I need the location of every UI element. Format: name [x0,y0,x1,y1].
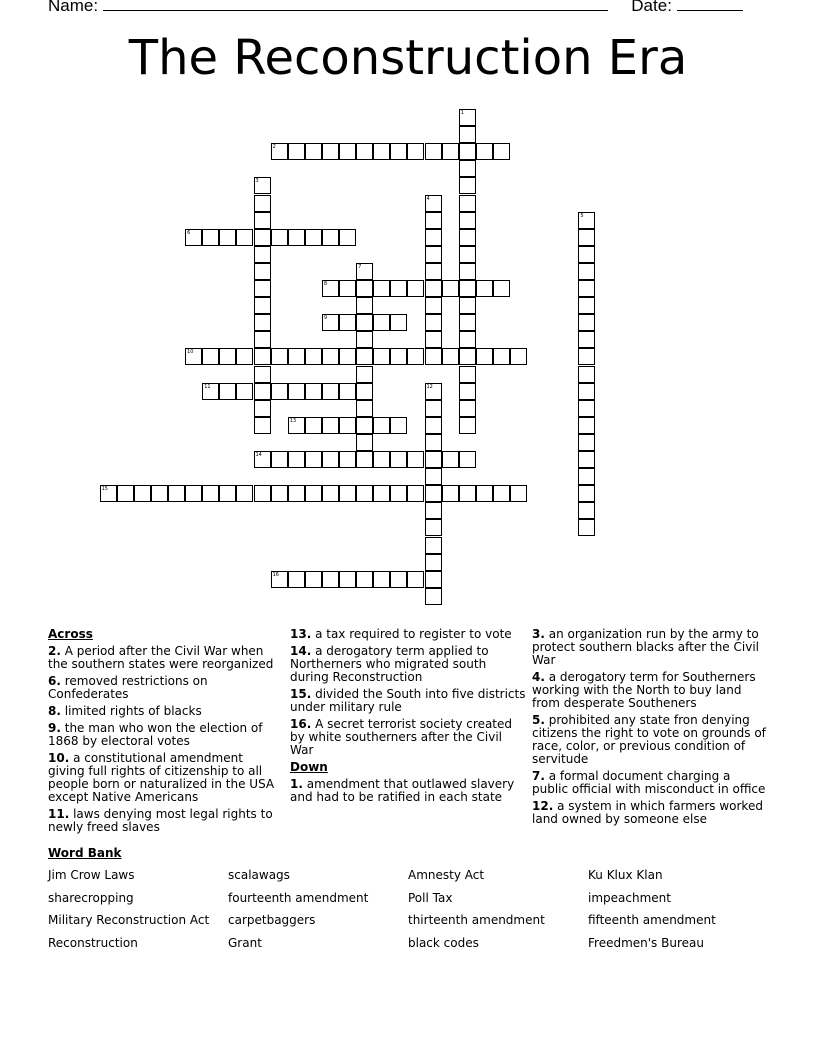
cell-number: 4 [426,195,430,202]
crossword-cell[interactable] [219,348,236,365]
crossword-cell[interactable] [578,451,595,468]
clue-number: 8. [48,704,61,718]
crossword-cell[interactable] [425,502,442,519]
clue-text: divided the South into five districts under military rule [290,687,526,714]
crossword-cell[interactable] [271,229,288,246]
crossword-cell[interactable] [425,468,442,485]
crossword-cell[interactable] [578,383,595,400]
crossword-cell[interactable] [100,485,117,502]
crossword-cell[interactable] [305,417,322,434]
crossword-cell[interactable] [459,160,476,177]
clue-item [532,671,770,710]
crossword-cell[interactable] [459,348,476,365]
crossword-cell[interactable] [322,451,339,468]
crossword-cell[interactable] [185,229,202,246]
word-bank-item: fourteenth amendment [228,890,369,905]
clue-text: prohibited any state fron denying citizens the right to vote on grounds of race, color, or previous condition of servitude [532,713,766,766]
crossword-cell[interactable] [322,314,339,331]
crossword-cell[interactable] [510,485,527,502]
crossword-cell[interactable] [305,348,322,365]
crossword-cell[interactable] [459,143,476,160]
crossword-cell[interactable] [356,297,373,314]
crossword-cell[interactable] [305,571,322,588]
crossword-cell[interactable] [339,229,356,246]
word-bank-item: Freedmen's Bureau [588,936,704,951]
crossword-cell[interactable] [219,229,236,246]
crossword-cell[interactable] [442,485,459,502]
crossword-cell[interactable] [322,383,339,400]
crossword-cell[interactable] [356,400,373,417]
crossword-cell[interactable] [459,109,476,126]
across-heading: Across [48,627,93,641]
crossword-cell[interactable] [476,348,493,365]
cell-number: 7 [358,263,362,270]
word-bank-item: Reconstruction [48,936,138,951]
crossword-cell[interactable] [254,314,271,331]
clue-text: a derogatory term applied to Northerners who migrated south during Reconstruction [290,644,489,684]
crossword-cell[interactable] [578,502,595,519]
crossword-cell[interactable] [254,485,271,502]
word-bank-item: Poll Tax [408,890,453,905]
crossword-cell[interactable] [425,246,442,263]
crossword-cell[interactable] [493,485,510,502]
crossword-cell[interactable] [390,571,407,588]
crossword-cell[interactable] [425,263,442,280]
clue-number: 15. [290,687,312,701]
crossword-cell[interactable] [459,195,476,212]
crossword-cell[interactable] [459,314,476,331]
crossword-cell[interactable] [407,485,424,502]
crossword-cell[interactable] [322,280,339,297]
cell-number: 11 [204,383,211,390]
crossword-cell[interactable] [236,348,253,365]
crossword-cell[interactable] [254,280,271,297]
cell-number: 1 [460,110,464,116]
clue-item [532,770,770,796]
word-bank-item: sharecropping [48,890,134,905]
page-title: The Reconstruction Era [128,30,688,86]
clue-number: 7. [532,769,545,783]
crossword-cell[interactable] [442,143,459,160]
clue-text: A secret terrorist society created by white southerners after the Civil War [290,717,513,757]
crossword-cell[interactable] [322,417,339,434]
crossword-cell[interactable] [356,348,373,365]
down-clues-list-continued [532,628,770,826]
crossword-cell[interactable] [339,383,356,400]
crossword-cell[interactable] [459,400,476,417]
crossword-cell[interactable] [442,451,459,468]
crossword-cell[interactable] [305,451,322,468]
crossword-cell[interactable] [236,383,253,400]
cell-number: 2 [272,144,276,151]
crossword-cell[interactable] [373,280,390,297]
crossword-cell[interactable] [459,366,476,383]
clue-number: 5. [532,713,545,727]
crossword-cell[interactable] [459,297,476,314]
crossword-cell[interactable] [356,366,373,383]
crossword-cell[interactable] [134,485,151,502]
down-heading: Down [290,760,328,774]
crossword-cell[interactable] [407,143,424,160]
clue-number: 10. [48,751,70,765]
crossword-cell[interactable] [578,434,595,451]
crossword-cell[interactable] [407,280,424,297]
crossword-cell[interactable] [339,314,356,331]
clue-item [290,688,526,714]
crossword-cell[interactable] [459,280,476,297]
word-bank-item: Amnesty Act [408,868,485,882]
word-bank-item: black codes [408,936,479,951]
clue-item [532,714,770,766]
clue-item [290,628,526,641]
crossword-cell[interactable] [254,383,271,400]
crossword-cell[interactable] [288,143,305,160]
date-label: Date: [631,0,672,15]
clue-text: the man who won the election of 1868 by electoral votes [48,721,263,748]
crossword-cell[interactable] [578,314,595,331]
crossword-cell[interactable] [578,400,595,417]
cell-number: 3 [255,178,259,185]
crossword-cell[interactable] [390,485,407,502]
crossword-cell[interactable] [459,263,476,280]
crossword-cell[interactable] [339,451,356,468]
clue-text: a tax required to register to vote [311,627,512,641]
crossword-cell[interactable] [578,297,595,314]
crossword-cell[interactable] [476,143,493,160]
crossword-cell[interactable] [236,229,253,246]
cell-number: 5 [580,212,584,219]
crossword-cell[interactable] [425,348,442,365]
cell-number: 16 [272,571,279,578]
clue-number: 1. [290,777,303,791]
crossword-cell[interactable] [442,280,459,297]
word-bank-item: Jim Crow Laws [48,868,135,882]
crossword-cell[interactable] [254,331,271,348]
word-bank-item: Military Reconstruction Act [48,913,210,928]
crossword-cell[interactable] [322,485,339,502]
crossword-cell[interactable] [339,348,356,365]
crossword-cell[interactable] [288,485,305,502]
crossword-cell[interactable] [271,383,288,400]
word-bank-item: Ku Klux Klan [588,868,663,882]
crossword-cell[interactable] [390,348,407,365]
crossword-cell[interactable] [425,537,442,554]
clue-item [48,722,280,748]
clue-item [48,808,280,834]
clue-text: a derogatory term for Southerners working with the North to buy land from desperate Southeners [532,670,756,710]
crossword-cell[interactable] [356,280,373,297]
clues-column-1 [48,628,280,838]
crossword-cell[interactable] [578,485,595,502]
crossword-cell[interactable] [271,348,288,365]
crossword-cell[interactable] [117,485,134,502]
crossword-cell[interactable] [288,417,305,434]
crossword-cell[interactable] [459,177,476,194]
crossword-cell[interactable] [390,451,407,468]
clue-number: 14. [290,644,312,658]
crossword-cell[interactable] [459,229,476,246]
crossword-cell[interactable] [254,366,271,383]
crossword-cell[interactable] [202,348,219,365]
crossword-cell[interactable] [288,383,305,400]
crossword-cell[interactable] [373,485,390,502]
crossword-cell[interactable] [425,554,442,571]
crossword-cell[interactable] [390,314,407,331]
crossword-cell[interactable] [356,571,373,588]
crossword-cell[interactable] [356,383,373,400]
crossword-cell[interactable] [271,485,288,502]
crossword-cell[interactable] [459,417,476,434]
cell-number: 14 [255,452,262,458]
crossword-cell[interactable] [425,212,442,229]
crossword-cell[interactable] [339,485,356,502]
crossword-cell[interactable] [305,229,322,246]
crossword-cell[interactable] [356,143,373,160]
crossword-cell[interactable] [254,195,271,212]
crossword-cell[interactable] [459,246,476,263]
clue-number: 11. [48,807,70,821]
clue-number: 16. [290,717,312,731]
crossword-cell[interactable] [407,571,424,588]
crossword-cell[interactable] [271,571,288,588]
crossword-cell[interactable] [425,588,442,605]
word-bank-item: scalawags [228,868,290,882]
crossword-cell[interactable] [373,451,390,468]
crossword-cell[interactable] [254,246,271,263]
crossword-cell[interactable] [493,348,510,365]
crossword-cell[interactable] [425,143,442,160]
crossword-cell[interactable] [578,331,595,348]
crossword-cell[interactable] [459,331,476,348]
crossword-cell[interactable] [271,143,288,160]
crossword-cell[interactable] [202,383,219,400]
name-label: Name: [48,0,99,15]
crossword-cell[interactable] [459,451,476,468]
clues-column-3 [532,628,770,830]
crossword-cell[interactable] [459,485,476,502]
crossword-cell[interactable] [356,485,373,502]
crossword-cell[interactable] [578,229,595,246]
crossword-cell[interactable] [578,348,595,365]
clue-number: 6. [48,674,61,688]
crossword-cell[interactable] [356,314,373,331]
crossword-cell[interactable] [254,451,271,468]
crossword-cell[interactable] [425,571,442,588]
across-clues-list [48,645,280,834]
word-bank-item: thirteenth amendment [408,913,545,928]
crossword-cell[interactable] [254,297,271,314]
clue-text: amendment that outlawed slavery and had to be ratified in each state [290,777,515,804]
crossword-cell[interactable] [254,212,271,229]
word-bank-item: impeachment [588,890,671,905]
word-bank-item: carpetbaggers [228,913,316,928]
crossword-cell[interactable] [459,126,476,143]
crossword-cell[interactable] [322,229,339,246]
clue-item [532,628,770,667]
crossword-cell[interactable] [578,417,595,434]
crossword-cell[interactable] [493,143,510,160]
crossword-cell[interactable] [288,451,305,468]
clue-text: a constitutional amendment giving full rights of citizenship to all people born or naturalized in the USA except Native Americans [48,751,275,804]
clue-item [290,718,526,757]
clue-number: 2. [48,644,61,658]
crossword-cell[interactable] [305,143,322,160]
cell-number: 13 [289,417,297,424]
clue-text: laws denying most legal rights to newly freed slaves [48,807,273,834]
clue-item [532,800,770,826]
clue-item [48,645,280,671]
across-clues-list-continued [290,628,526,757]
crossword-cell[interactable] [425,314,442,331]
clue-item [48,705,280,718]
clue-number: 4. [532,670,545,684]
cell-number: 10 [187,349,194,356]
crossword-cell[interactable] [305,383,322,400]
crossword-cell[interactable] [425,297,442,314]
crossword-cell[interactable] [305,485,322,502]
crossword-cell[interactable] [356,263,373,280]
crossword-cell[interactable] [254,400,271,417]
crossword-cell[interactable] [390,280,407,297]
crossword-cell[interactable] [254,348,271,365]
cell-number: 15 [101,486,108,493]
crossword-cell[interactable] [425,519,442,536]
crossword-cell[interactable] [373,143,390,160]
crossword-cell[interactable] [322,571,339,588]
cell-number: 12 [426,383,433,390]
crossword-cell[interactable] [288,571,305,588]
crossword-cell[interactable] [339,280,356,297]
crossword-cell[interactable] [322,143,339,160]
crossword-cell[interactable] [425,485,442,502]
crossword-cell[interactable] [493,280,510,297]
crossword-cell[interactable] [288,348,305,365]
crossword-cell[interactable] [219,383,236,400]
crossword-cell[interactable] [185,348,202,365]
crossword-cell[interactable] [425,195,442,212]
clue-item [48,675,280,701]
word-bank-heading: Word Bank [48,846,122,860]
crossword-cell[interactable] [578,263,595,280]
crossword-cell[interactable] [459,212,476,229]
crossword-cell[interactable] [271,451,288,468]
crossword-cell[interactable] [425,331,442,348]
crossword-cell[interactable] [254,263,271,280]
crossword-cell[interactable] [219,485,236,502]
crossword-cell[interactable] [578,468,595,485]
crossword-cell[interactable] [425,451,442,468]
cell-number: 6 [187,229,191,236]
crossword-cell[interactable] [425,280,442,297]
crossword-cell[interactable] [459,383,476,400]
clue-item [48,752,280,804]
crossword-cell[interactable] [510,348,527,365]
crossword-cell[interactable] [476,485,493,502]
clue-text: a formal document charging a public official with misconduct in office [532,769,766,796]
crossword-cell[interactable] [339,417,356,434]
crossword-cell[interactable] [322,348,339,365]
crossword-cell[interactable] [373,571,390,588]
word-bank-item: Grant [228,936,262,951]
crossword-cell[interactable] [578,212,595,229]
crossword-cell[interactable] [578,280,595,297]
clue-text: an organization run by the army to protect southern blacks after the Civil War [532,627,759,667]
crossword-cell[interactable] [390,417,407,434]
crossword-cell[interactable] [425,383,442,400]
crossword-cell[interactable] [339,143,356,160]
crossword-cell[interactable] [373,348,390,365]
crossword-cell[interactable] [407,348,424,365]
crossword-cell[interactable] [202,485,219,502]
clue-number: 9. [48,721,61,735]
crossword-cell[interactable] [390,143,407,160]
crossword-cell[interactable] [288,229,305,246]
crossword-cell[interactable] [442,348,459,365]
clue-text: a system in which farmers worked land owned by someone else [532,799,763,826]
crossword-cell[interactable] [202,229,219,246]
clue-number: 12. [532,799,554,813]
crossword-cell[interactable] [236,485,253,502]
crossword-cell[interactable] [168,485,185,502]
crossword-cell[interactable] [425,229,442,246]
cell-number: 8 [323,281,328,287]
crossword-cell[interactable] [185,485,202,502]
word-bank-item: fifteenth amendment [588,913,716,928]
down-clues-list [290,778,526,804]
crossword-cell[interactable] [356,417,373,434]
clue-text: removed restrictions on Confederates [48,674,208,701]
crossword-cell[interactable] [407,451,424,468]
clue-number: 13. [290,627,312,641]
crossword-cell[interactable] [578,366,595,383]
clue-item [290,645,526,684]
crossword-cell[interactable] [373,417,390,434]
crossword-cell[interactable] [425,400,442,417]
crossword-cell[interactable] [476,280,493,297]
crossword-cell[interactable] [425,434,442,451]
clue-text: A period after the Civil War when the southern states were reorganized [48,644,274,671]
clue-number: 3. [532,627,545,641]
crossword-cell[interactable] [356,434,373,451]
crossword-cell[interactable] [578,246,595,263]
crossword-cell[interactable] [254,417,271,434]
clue-text: limited rights of blacks [60,704,202,718]
crossword-cell[interactable] [578,519,595,536]
crossword-cell[interactable] [151,485,168,502]
cell-number: 9 [323,315,328,322]
clue-item [290,778,526,804]
crossword-cell[interactable] [356,331,373,348]
crossword-cell[interactable] [254,177,271,194]
crossword-cell[interactable] [425,417,442,434]
crossword-cell[interactable] [254,229,271,246]
clues-column-2 [290,628,526,808]
crossword-cell[interactable] [373,314,390,331]
crossword-cell[interactable] [339,571,356,588]
crossword-cell[interactable] [356,451,373,468]
